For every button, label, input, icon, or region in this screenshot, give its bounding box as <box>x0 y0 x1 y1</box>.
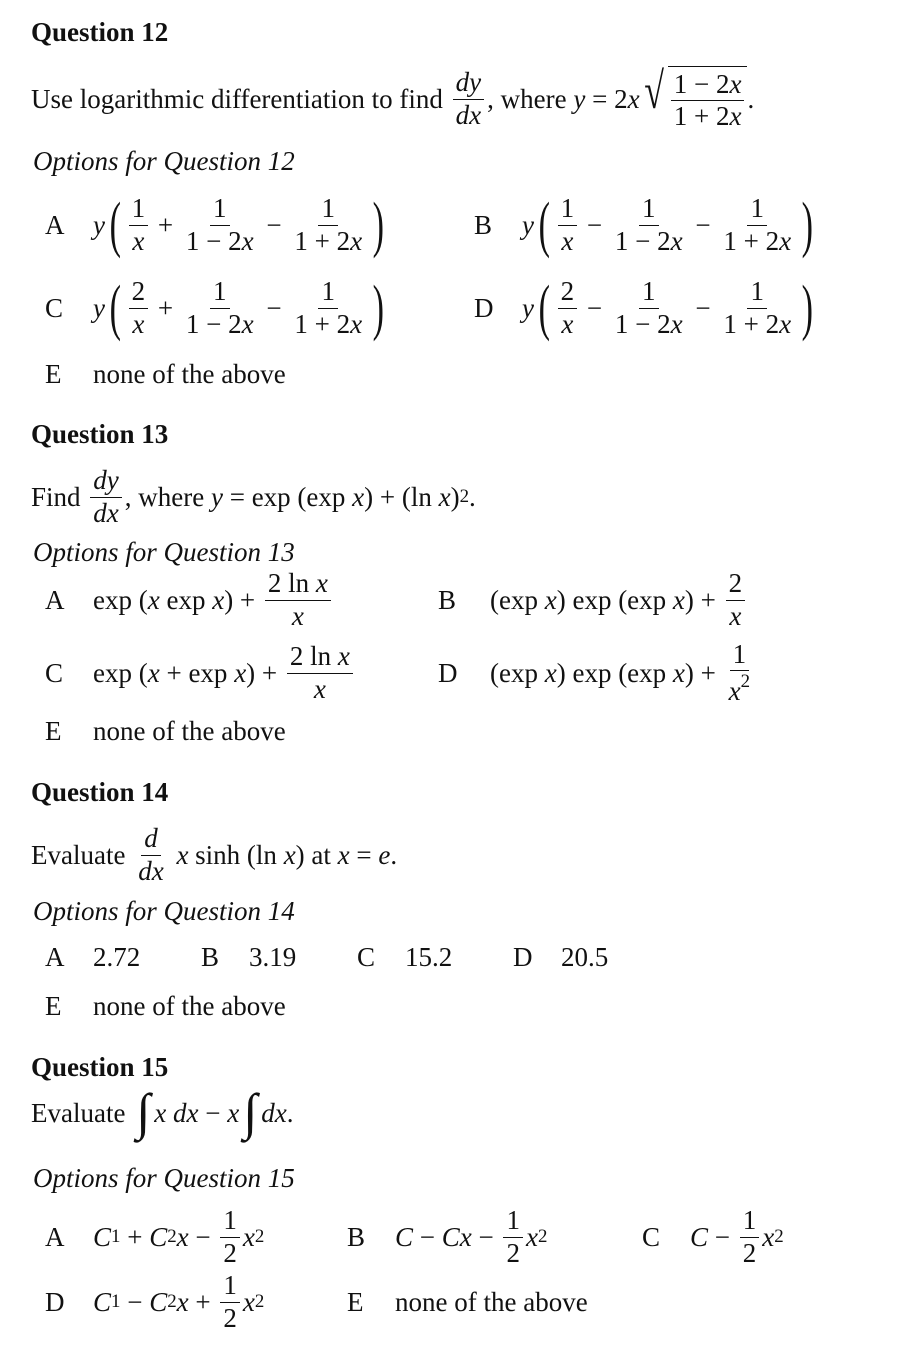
math-text: exp ( <box>93 584 148 615</box>
math-text: 1 + 2 <box>294 225 351 256</box>
math-text: 1 − 2 <box>185 308 242 339</box>
math-text: 20.5 <box>561 941 609 972</box>
fraction <box>612 276 686 339</box>
math-text: 1 + 2 <box>723 308 780 339</box>
fraction <box>726 568 746 631</box>
option-letter: D <box>45 1286 65 1317</box>
math-text: 2 ln <box>267 568 316 599</box>
fraction <box>558 276 578 339</box>
math-variable: x <box>176 1286 189 1317</box>
option-expression <box>93 568 334 631</box>
math-text: 1 <box>131 193 146 224</box>
math-text: 2 <box>740 670 751 692</box>
math-variable: x <box>561 308 574 339</box>
option-letter: C <box>357 941 376 972</box>
fraction <box>612 193 686 256</box>
fraction <box>287 641 353 704</box>
math-text: 1 <box>750 193 764 224</box>
math-text: 1 <box>321 193 335 224</box>
math-text: − <box>580 209 609 240</box>
math-variable: e <box>378 839 391 870</box>
fraction <box>291 276 365 339</box>
option-expression <box>522 190 818 259</box>
paren: ) <box>372 190 385 259</box>
math-variable: x <box>672 584 685 615</box>
math-text: none of the above <box>93 715 286 746</box>
math-text: 2 <box>742 1237 757 1268</box>
math-variable: x <box>672 657 685 688</box>
math-variable: x <box>337 641 350 672</box>
fraction <box>720 276 794 339</box>
option-expression <box>93 273 389 342</box>
math-text: 1 <box>213 193 227 224</box>
math-text: 2 <box>223 1302 237 1333</box>
fraction <box>183 193 257 256</box>
math-text: − <box>120 1286 150 1317</box>
math-variable: dy <box>455 67 482 98</box>
math-variable: C <box>93 1286 112 1317</box>
math-text: . <box>390 839 398 870</box>
math-variable: x <box>544 584 557 615</box>
math-text: ) <box>450 481 460 512</box>
math-text: + <box>151 209 180 240</box>
paren: ( <box>538 190 551 259</box>
math-text: 1 + 2 <box>723 225 780 256</box>
math-text: 2 <box>537 1226 548 1247</box>
math-variable: x <box>147 657 160 688</box>
math-variable: y <box>93 292 105 323</box>
math-text: − <box>688 292 718 323</box>
option-letter: B <box>347 1221 366 1252</box>
math-text: ) + <box>246 657 284 688</box>
math-variable: x <box>242 1221 255 1252</box>
math-text: 1 <box>111 1226 121 1247</box>
paren: ) <box>801 273 814 342</box>
math-variable: x <box>337 839 350 870</box>
math-variable: x <box>438 481 451 512</box>
fraction <box>503 1205 523 1268</box>
option-expression <box>490 639 756 707</box>
math-text: 2 <box>774 1226 784 1247</box>
option-letter: A <box>45 1221 65 1252</box>
math-text: − <box>471 1221 501 1252</box>
math-variable: dx <box>455 99 482 130</box>
math-text: Use logarithmic differentiation to find <box>31 83 450 114</box>
option-expression <box>690 1205 784 1268</box>
math-text: − <box>413 1221 442 1252</box>
option-expression <box>93 1270 264 1333</box>
fraction <box>453 67 484 130</box>
math-variable: x <box>291 600 304 631</box>
option-letter: A <box>45 584 65 615</box>
subscript <box>167 1291 176 1313</box>
math-text: 2.72 <box>93 941 141 972</box>
math-variable: x <box>350 308 363 339</box>
option-letter: D <box>513 941 533 972</box>
fraction <box>90 465 121 528</box>
math-variable: x <box>283 839 296 870</box>
superscript <box>255 1291 264 1313</box>
math-text: 1 <box>223 1205 237 1236</box>
option-expression <box>522 273 818 342</box>
fraction <box>671 69 745 132</box>
square-root: √ $\frac{1 - 2x}{1 + 2x}$ <box>640 66 748 132</box>
math-variable: dx <box>138 855 164 886</box>
math-variable: x <box>350 225 363 256</box>
math-text: ) + (ln <box>364 481 439 512</box>
math-text: Evaluate <box>31 1097 133 1128</box>
math-variable: x <box>779 225 792 256</box>
math-text: none of the above <box>93 990 286 1021</box>
math-text: 1 <box>642 276 656 307</box>
math-variable: x <box>132 308 145 339</box>
math-text: 2 <box>728 568 743 599</box>
math-text: = 2 <box>585 83 628 114</box>
math-variable: dx <box>261 1097 287 1128</box>
option-expression <box>93 942 140 973</box>
math-text: − <box>688 209 718 240</box>
math-text: 1 − 2 <box>614 225 671 256</box>
superscript <box>255 1226 264 1248</box>
math-variable: C <box>149 1286 168 1317</box>
fraction <box>291 193 365 256</box>
math-variable: x <box>241 308 254 339</box>
option-expression <box>405 942 452 973</box>
math-text: + <box>151 292 180 323</box>
option-expression <box>93 991 286 1022</box>
math-variable: x <box>627 83 640 114</box>
math-variable: x <box>729 101 742 131</box>
option-expression <box>490 568 748 631</box>
subscript <box>167 1226 176 1248</box>
fraction <box>220 1205 240 1268</box>
math-text: 1 <box>321 276 335 307</box>
math-text: − <box>259 292 289 323</box>
fraction <box>740 1205 760 1268</box>
option-expression <box>395 1287 588 1318</box>
math-variable: Cx <box>441 1221 472 1252</box>
math-variable: d <box>144 823 158 854</box>
math-variable: x <box>176 839 189 870</box>
math-text: . <box>747 83 755 114</box>
fraction <box>129 193 149 256</box>
superscript <box>774 1226 783 1248</box>
fraction <box>720 193 794 256</box>
math-text: 2 <box>459 486 470 507</box>
math-text: ) exp (exp <box>556 657 673 688</box>
math-variable: x <box>315 568 328 599</box>
option-expression <box>395 1205 547 1268</box>
math-variable: C <box>690 1221 709 1252</box>
fraction <box>726 639 753 707</box>
math-text: 3.19 <box>249 941 297 972</box>
math-variable: dy <box>93 465 119 496</box>
math-variable: x <box>670 225 683 256</box>
math-variable: x <box>729 68 742 99</box>
math-text: 2 <box>167 1226 177 1247</box>
math-text: 2 <box>167 1291 177 1312</box>
math-variable: x <box>242 1286 255 1317</box>
math-variable: x <box>212 584 225 615</box>
math-text: 2 <box>254 1291 265 1312</box>
superscript <box>460 486 469 508</box>
math-variable: dx <box>93 497 119 528</box>
math-text: 1 <box>750 276 764 307</box>
paren: ) <box>372 273 385 342</box>
math-text: ) at <box>295 839 338 870</box>
math-variable: x <box>779 308 792 339</box>
math-text: 2 ln <box>289 641 338 672</box>
math-text: ) exp (exp <box>556 584 673 615</box>
math-text: (exp <box>490 584 545 615</box>
math-variable: x <box>525 1221 538 1252</box>
math-text: . <box>286 1097 294 1128</box>
math-text: = <box>349 839 379 870</box>
fraction <box>183 276 257 339</box>
math-text: sinh (ln <box>188 839 284 870</box>
math-text: 1 − 2 <box>614 308 671 339</box>
math-text: none of the above <box>395 1286 588 1317</box>
fraction <box>135 823 166 886</box>
math-text: 1 + 2 <box>294 308 351 339</box>
math-text: exp ( <box>93 657 148 688</box>
fraction <box>558 193 578 256</box>
option-letter: A <box>45 941 65 972</box>
math-text: 15.2 <box>405 941 453 972</box>
math-text: − <box>198 1097 228 1128</box>
math-variable: x <box>241 225 254 256</box>
math-text: + <box>188 1286 218 1317</box>
option-letter: E <box>347 1286 364 1317</box>
math-text: exp <box>159 584 213 615</box>
fraction <box>129 276 149 339</box>
option-letter: A <box>45 209 65 240</box>
math-variable: x <box>313 673 326 704</box>
superscript <box>538 1226 547 1248</box>
integral-sign: ∫ <box>243 1084 258 1142</box>
math-text: 2 <box>223 1237 237 1268</box>
math-text: (exp <box>490 657 545 688</box>
option-letter: B <box>474 209 493 240</box>
math-text: , where <box>487 83 574 114</box>
math-text: 2 <box>560 276 575 307</box>
paren: ( <box>109 273 122 342</box>
option-letter: E <box>45 990 62 1021</box>
option-expression <box>93 1205 264 1268</box>
math-text: 1 <box>506 1205 520 1236</box>
math-variable: x <box>234 657 247 688</box>
math-text: 2 <box>506 1237 520 1268</box>
integral-sign: ∫ <box>136 1084 151 1142</box>
math-variable: x <box>729 600 742 631</box>
option-expression <box>93 359 286 390</box>
math-text: 1 <box>213 276 227 307</box>
option-letter: E <box>45 358 62 389</box>
option-expression <box>561 942 608 973</box>
option-letter: C <box>642 1221 661 1252</box>
option-letter: E <box>45 715 62 746</box>
math-text: 2 <box>131 276 146 307</box>
paren: ( <box>538 273 551 342</box>
math-text: − <box>580 292 609 323</box>
superscript <box>741 671 750 692</box>
option-letter: C <box>45 292 64 323</box>
option-letter: B <box>438 584 457 615</box>
math-text: − <box>708 1221 737 1252</box>
math-text: 1 + 2 <box>673 101 730 131</box>
math-variable: x <box>544 657 557 688</box>
math-text: Evaluate <box>31 839 133 870</box>
option-expression <box>93 641 356 704</box>
math-text: 1 <box>732 638 747 669</box>
option-letter: D <box>474 292 494 323</box>
math-text: Find <box>31 481 88 512</box>
math-text: − <box>259 209 289 240</box>
math-text: 1 <box>742 1205 757 1236</box>
math-text: 1 − 2 <box>673 68 730 99</box>
subscript <box>111 1291 120 1313</box>
fraction <box>220 1270 240 1333</box>
math-text: 1 − 2 <box>185 225 242 256</box>
math-text: − <box>188 1221 218 1252</box>
math-text: ) + <box>684 584 723 615</box>
math-text: . <box>469 481 476 512</box>
math-variable: x <box>147 584 160 615</box>
math-text: 1 <box>111 1291 121 1312</box>
math-variable: x <box>728 676 741 707</box>
math-variable: x <box>762 1221 775 1252</box>
math-variable: C <box>395 1221 414 1252</box>
math-variable: C <box>149 1221 168 1252</box>
math-variable: y <box>573 83 586 114</box>
option-letter: D <box>438 657 458 688</box>
option-expression <box>249 942 296 973</box>
math-variable: C <box>93 1221 112 1252</box>
math-text: ) + <box>684 657 723 688</box>
math-variable: x <box>561 225 574 256</box>
math-variable: x <box>227 1097 240 1128</box>
math-variable: x dx <box>154 1097 199 1128</box>
math-text: ) + <box>224 584 262 615</box>
math-text: none of the above <box>93 358 286 389</box>
math-variable: x <box>352 481 365 512</box>
math-variable: x <box>132 225 145 256</box>
math-variable: y <box>522 209 534 240</box>
math-variable: x <box>176 1221 189 1252</box>
option-expression <box>93 190 389 259</box>
option-expression <box>93 716 286 747</box>
math-text: 1 <box>223 1270 237 1301</box>
option-letter: B <box>201 941 220 972</box>
math-variable: y <box>93 209 105 240</box>
math-variable: x <box>670 308 683 339</box>
paren: ) <box>801 190 814 259</box>
subscript <box>111 1226 120 1248</box>
paren: ( <box>109 190 122 259</box>
math-text: 1 <box>560 193 575 224</box>
math-text: 2 <box>254 1226 265 1247</box>
math-text: + exp <box>159 657 235 688</box>
math-text: , where <box>124 481 211 512</box>
option-letter: C <box>45 657 64 688</box>
math-text: 1 <box>642 193 656 224</box>
math-text: + <box>120 1221 150 1252</box>
fraction <box>265 568 331 631</box>
math-variable: y <box>210 481 223 512</box>
math-variable: y <box>522 292 534 323</box>
math-text: = exp (exp <box>222 481 353 512</box>
